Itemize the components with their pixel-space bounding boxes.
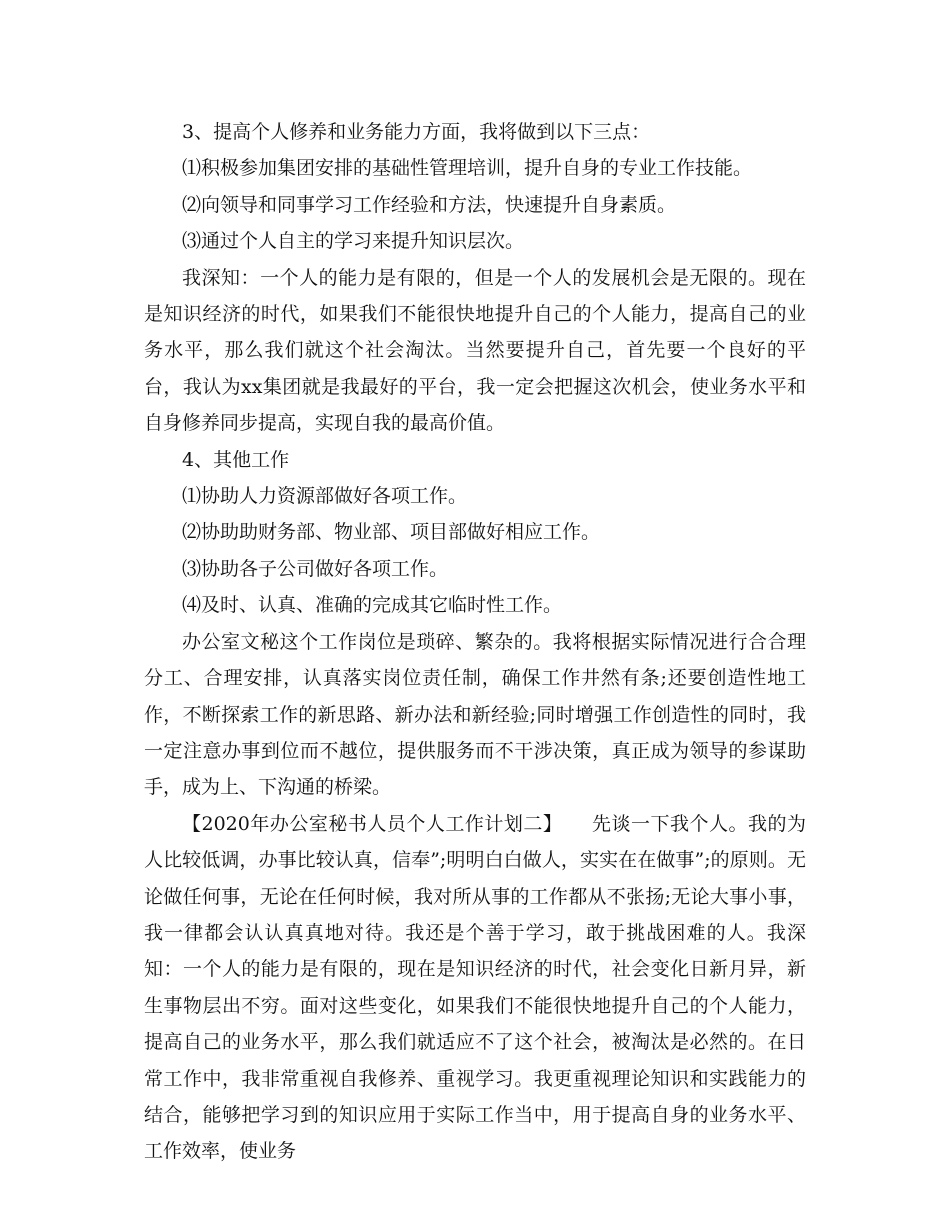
item-3-sub-3: ⑶通过个人自主的学习来提升知识层次。 (182, 230, 525, 253)
item-4-sub-3: ⑶协助各子公司做好各项工作。 (182, 557, 449, 580)
paragraph-plan-two: 【2020年办公室秘书人员个人工作计划二】 先谈一下我个人。我的为人比较低调，办事比较认真，信奉”;明明白白做人，实实在在做事”;的原则。无论做任何事，无论在任何时候，我对所从事的工作都从不张扬;无论大事小事，我一律都会认认真真地对待。我还是个善于学习，敢于挑战困难的人。我深知：一个人的能力是有限的，现在是知识经济的时代，社会变化日新月异，新生事物层出不穷。面对这些变化，如果我们不能很快地提升自己的个人能力，提高自己的业务水平，那么我们就适应不了这个社会，被淘汰是必然的。在日常工作中，我非常重视自我修养、重视学习。我更重视理论知识和实践能力的结合，能够把学习到的知识应用于实际工作当中，用于提高自身的业务水平、工作效率，使业务 (144, 812, 806, 1163)
item-3-heading: 3、提高个人修养和业务能力方面，我将做到以下三点： (182, 121, 651, 143)
item-3-sub-1: ⑴积极参加集团安排的基础性管理培训，提升自身的专业工作技能。 (182, 157, 753, 180)
item-4-sub-1: ⑴协助人力资源部做好各项工作。 (182, 485, 468, 508)
item-4-heading: 4、其他工作 (182, 448, 290, 471)
paragraph-self-development: 我深知：一个人的能力是有限的，但是一个人的发展机会是无限的。现在是知识经济的时代，如果我们不能很快地提升自己的个人能力，提高自己的业务水平，那么我们就这个社会淘汰。当然要提升自己，首先要一个良好的平台，我认为xx集团就是我最好的平台，我一定会把握这次机会，使业务水平和自身修养同步提高，实现自我的最高价值。 (144, 266, 806, 435)
item-4-sub-4: ⑷及时、认真、准确的完成其它临时性工作。 (182, 594, 563, 617)
item-3-sub-2: ⑵向领导和同事学习工作经验和方法，快速提升自身素质。 (182, 193, 677, 216)
paragraph-secretary-role: 办公室文秘这个工作岗位是琐碎、繁杂的。我将根据实际情况进行合合理分工、合理安排，认真落实岗位责任制，确保工作井然有条;还要创造性地工作，不断探索工作的新思路、新办法和新经验;同时增强工作创造性的同时，我一定注意办事到位而不越位，提供服务而不干涉决策，真正成为领导的参谋助手，成为上、下沟通的桥梁。 (144, 630, 806, 799)
item-4-sub-2: ⑵协助助财务部、物业部、项目部做好相应工作。 (182, 521, 601, 544)
